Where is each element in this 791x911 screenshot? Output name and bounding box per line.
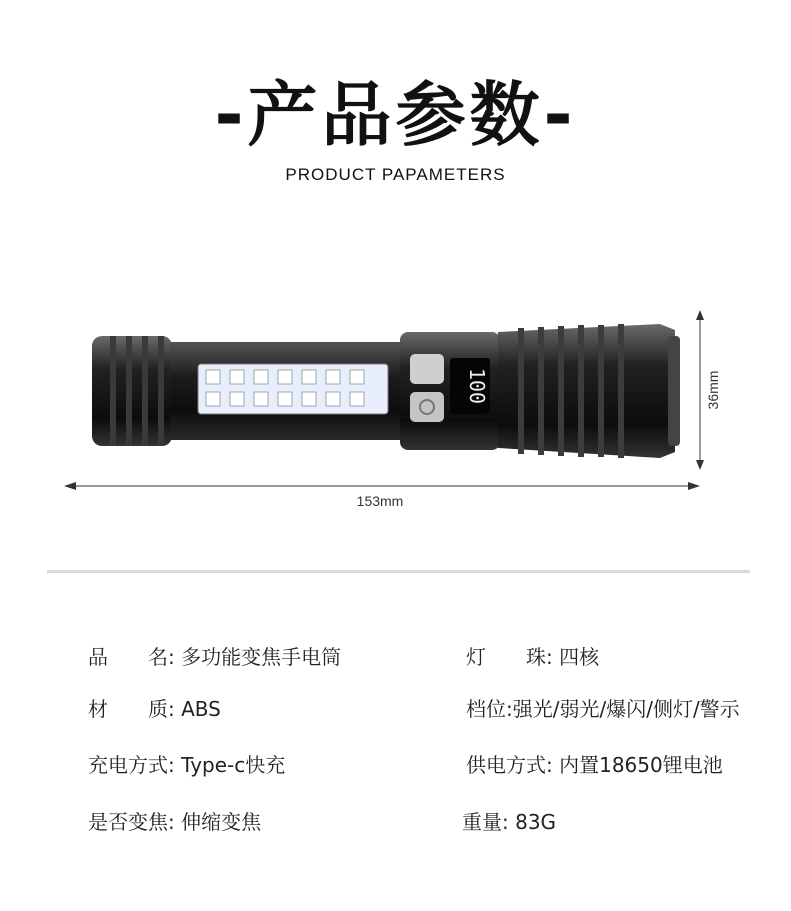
head-section: [498, 324, 680, 458]
battery-display: 100: [465, 367, 489, 405]
page-subtitle: PRODUCT PAPAMETERS: [285, 165, 506, 184]
spec-modes: 档位:强光/弱光/爆闪/侧灯/警示: [466, 697, 740, 721]
page-title: -产品参数-: [214, 74, 577, 156]
spec-weight: 重量: 83G: [462, 810, 557, 834]
diameter-label: 36mm: [705, 370, 721, 410]
side-led-panel: [198, 364, 388, 414]
spec-zoom: 是否变焦: 伸缩变焦: [88, 810, 262, 834]
spec-material: 材 质: ABS: [88, 697, 221, 721]
diameter-dimension: [696, 310, 704, 470]
length-label: 153mm: [356, 493, 404, 509]
flashlight-illustration: [60, 290, 740, 520]
spec-power-supply: 供电方式: 内置18650锂电池: [466, 753, 723, 777]
tail-cap: [92, 336, 172, 446]
section-divider: [47, 570, 750, 573]
spec-product-name: 品 名: 多功能变焦手电筒: [88, 645, 342, 669]
spec-charging: 充电方式: Type-c快充: [88, 753, 286, 777]
spec-led-beads: 灯 珠: 四核: [466, 645, 600, 669]
length-dimension: [64, 482, 700, 490]
